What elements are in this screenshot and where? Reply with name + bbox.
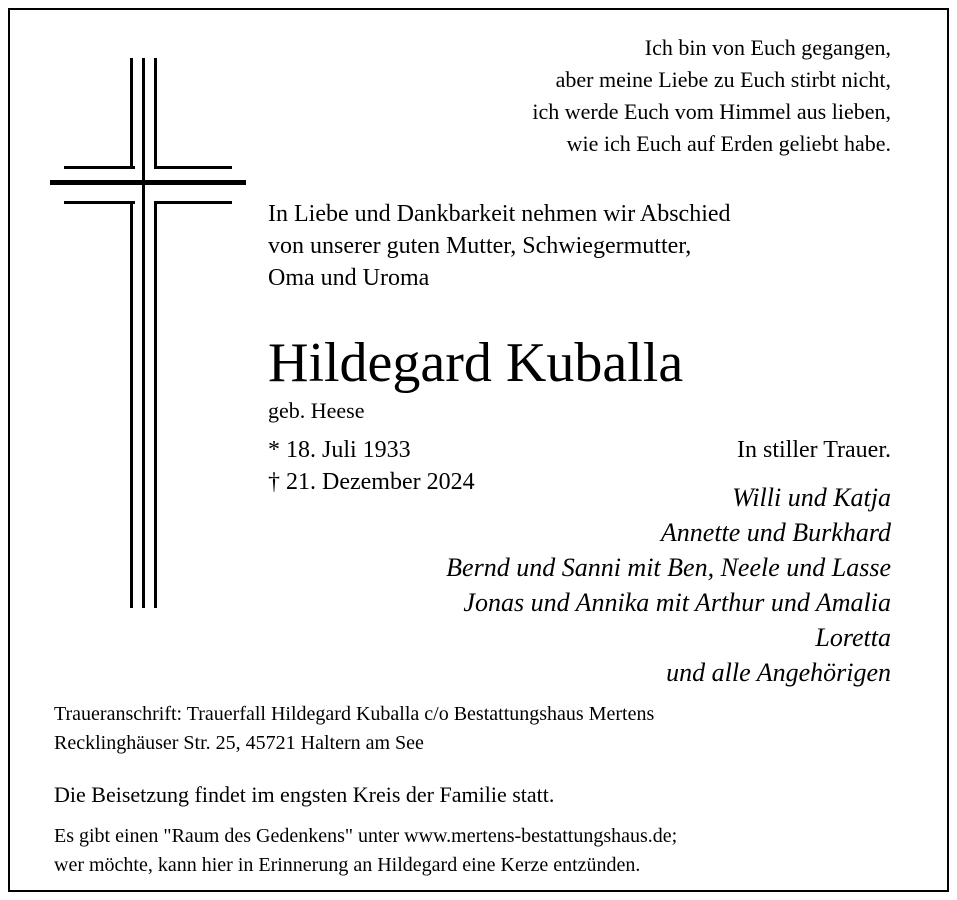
memorial-line: Es gibt einen "Raum des Gedenkens" unter www.mertens-bestattungshaus.de; [54, 825, 678, 847]
birth-date: * 18. Juli 1933 [268, 437, 411, 463]
mourner-line: Jonas und Annika mit Arthur und Amalia [463, 588, 891, 617]
mourner-line: Loretta [815, 623, 891, 652]
mourner-line: und alle Angehörigen [666, 658, 891, 687]
poem-line: wie ich Euch auf Erden geliebt habe. [566, 131, 891, 156]
burial-note: Die Beisetzung findet im engsten Kreis der Familie statt. [54, 782, 555, 807]
mourner-line: Bernd und Sanni mit Ben, Neele und Lasse [446, 553, 891, 582]
deceased-name: Hildegard Kuballa [268, 332, 684, 394]
cross-icon [50, 58, 246, 608]
farewell-intro [268, 198, 731, 294]
memorial-note [54, 822, 677, 880]
poem-line: ich werde Euch vom Himmel aus lieben, [532, 99, 891, 124]
address-line: Traueranschrift: Trauerfall Hildegard Kuballa c/o Bestattungshaus Mertens [54, 703, 655, 725]
intro-line: In Liebe und Dankbarkeit nehmen wir Abschied [268, 201, 731, 227]
mourners-list [446, 480, 891, 690]
intro-line: Oma und Uroma [268, 265, 430, 291]
memorial-line: wer möchte, kann hier in Erinnerung an Hildegard eine Kerze entzünden. [54, 854, 641, 876]
mourning-heading: In stiller Trauer. [737, 437, 891, 463]
birth-name: geb. Heese [268, 398, 365, 423]
address-line: Recklinghäuser Str. 25, 45721 Haltern am See [54, 732, 424, 754]
life-dates [268, 434, 475, 498]
poem [532, 32, 891, 160]
death-date: † 21. Dezember 2024 [268, 469, 475, 495]
obituary-frame [8, 8, 949, 892]
mourner-line: Annette und Burkhard [660, 518, 891, 547]
poem-line: Ich bin von Euch gegangen, [644, 35, 891, 60]
mourning-address [54, 700, 654, 758]
mourner-line: Willi und Katja [732, 483, 891, 512]
intro-line: von unserer guten Mutter, Schwiegermutter, [268, 233, 692, 259]
poem-line: aber meine Liebe zu Euch stirbt nicht, [555, 67, 891, 92]
